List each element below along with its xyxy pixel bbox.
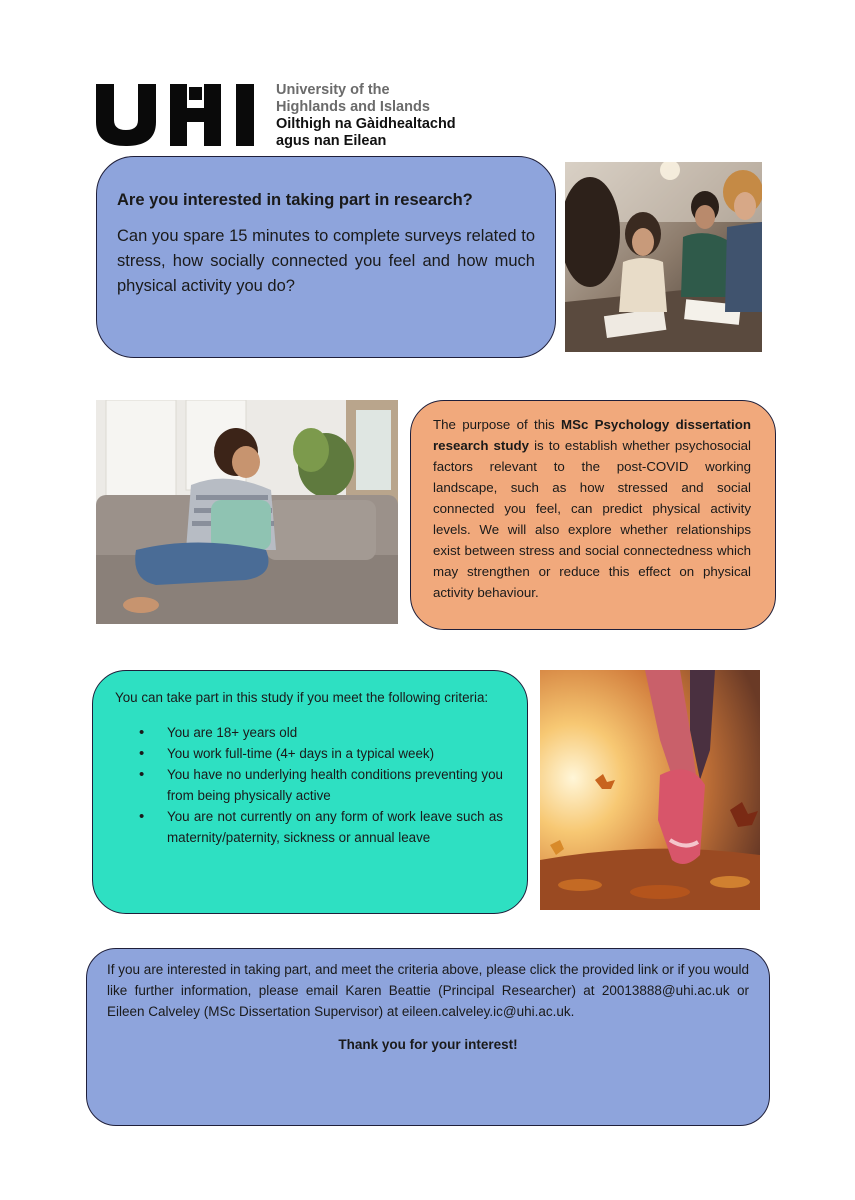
logo-line-university: University of the: [276, 82, 390, 98]
thanks-message: Thank you for your interest!: [338, 1037, 518, 1052]
criteria-item: • You are not currently on any form of work leave such as maternity/paternity, sickness or annual leave: [115, 806, 503, 848]
purpose-lead: The purpose of this: [433, 417, 562, 432]
uhi-logo: [96, 82, 466, 152]
criteria-intro: You can take part in this study if you meet the following criteria:: [115, 690, 489, 705]
students-studying-photo: [565, 162, 762, 352]
purpose-box: [410, 400, 776, 630]
criteria-item: • You are 18+ years old: [115, 722, 503, 743]
contact-box: [86, 948, 770, 1126]
criteria-item: • You have no underlying health conditions preventing you from being physically active: [115, 764, 503, 806]
purpose-text: is to establish whether psychosocial factors relevant to the post-COVID working landscape, such as how stressed and social connected you feel, can predict physical activity levels. We will also explore whether relationships exist between stress and social connectedness which may strengthen or reduce this effect on physical activity behaviour.: [433, 438, 752, 600]
intro-box: [96, 156, 556, 358]
intro-question: Are you interested in taking part in research?: [117, 191, 473, 209]
intro-body: Can you spare 15 minutes to complete surveys related to stress, how socially connected you feel and how much physical activity you do?: [117, 227, 535, 295]
criteria-item: • You work full-time (4+ days in a typical week): [115, 743, 503, 764]
runner-autumn-leaves-photo: [540, 670, 760, 910]
contact-text: If you are interested in taking part, and meet the criteria above, please click the provided link or if you would like further information, please email Karen Beattie (Principal Researcher) at 20013888@uhi.ac.uk or Eileen Calveley (MSc Dissertation Supervisor) at eileen.calveley.ic@uhi.ac.uk.: [107, 962, 749, 1019]
uhi-logo-mark: [96, 84, 256, 146]
criteria-list: [115, 722, 503, 848]
logo-line-gaelic-2: agus nan Eilean: [276, 133, 387, 149]
logo-line-highlands: Highlands and Islands: [276, 99, 430, 115]
logo-wordmark: [276, 82, 456, 150]
stressed-woman-on-sofa-photo: [96, 400, 398, 624]
criteria-box: [92, 670, 528, 914]
logo-line-gaelic-1: Oilthigh na Gàidhealtachd: [276, 116, 456, 132]
purpose-study-name: MSc Psychology dissertation research study: [433, 417, 751, 453]
